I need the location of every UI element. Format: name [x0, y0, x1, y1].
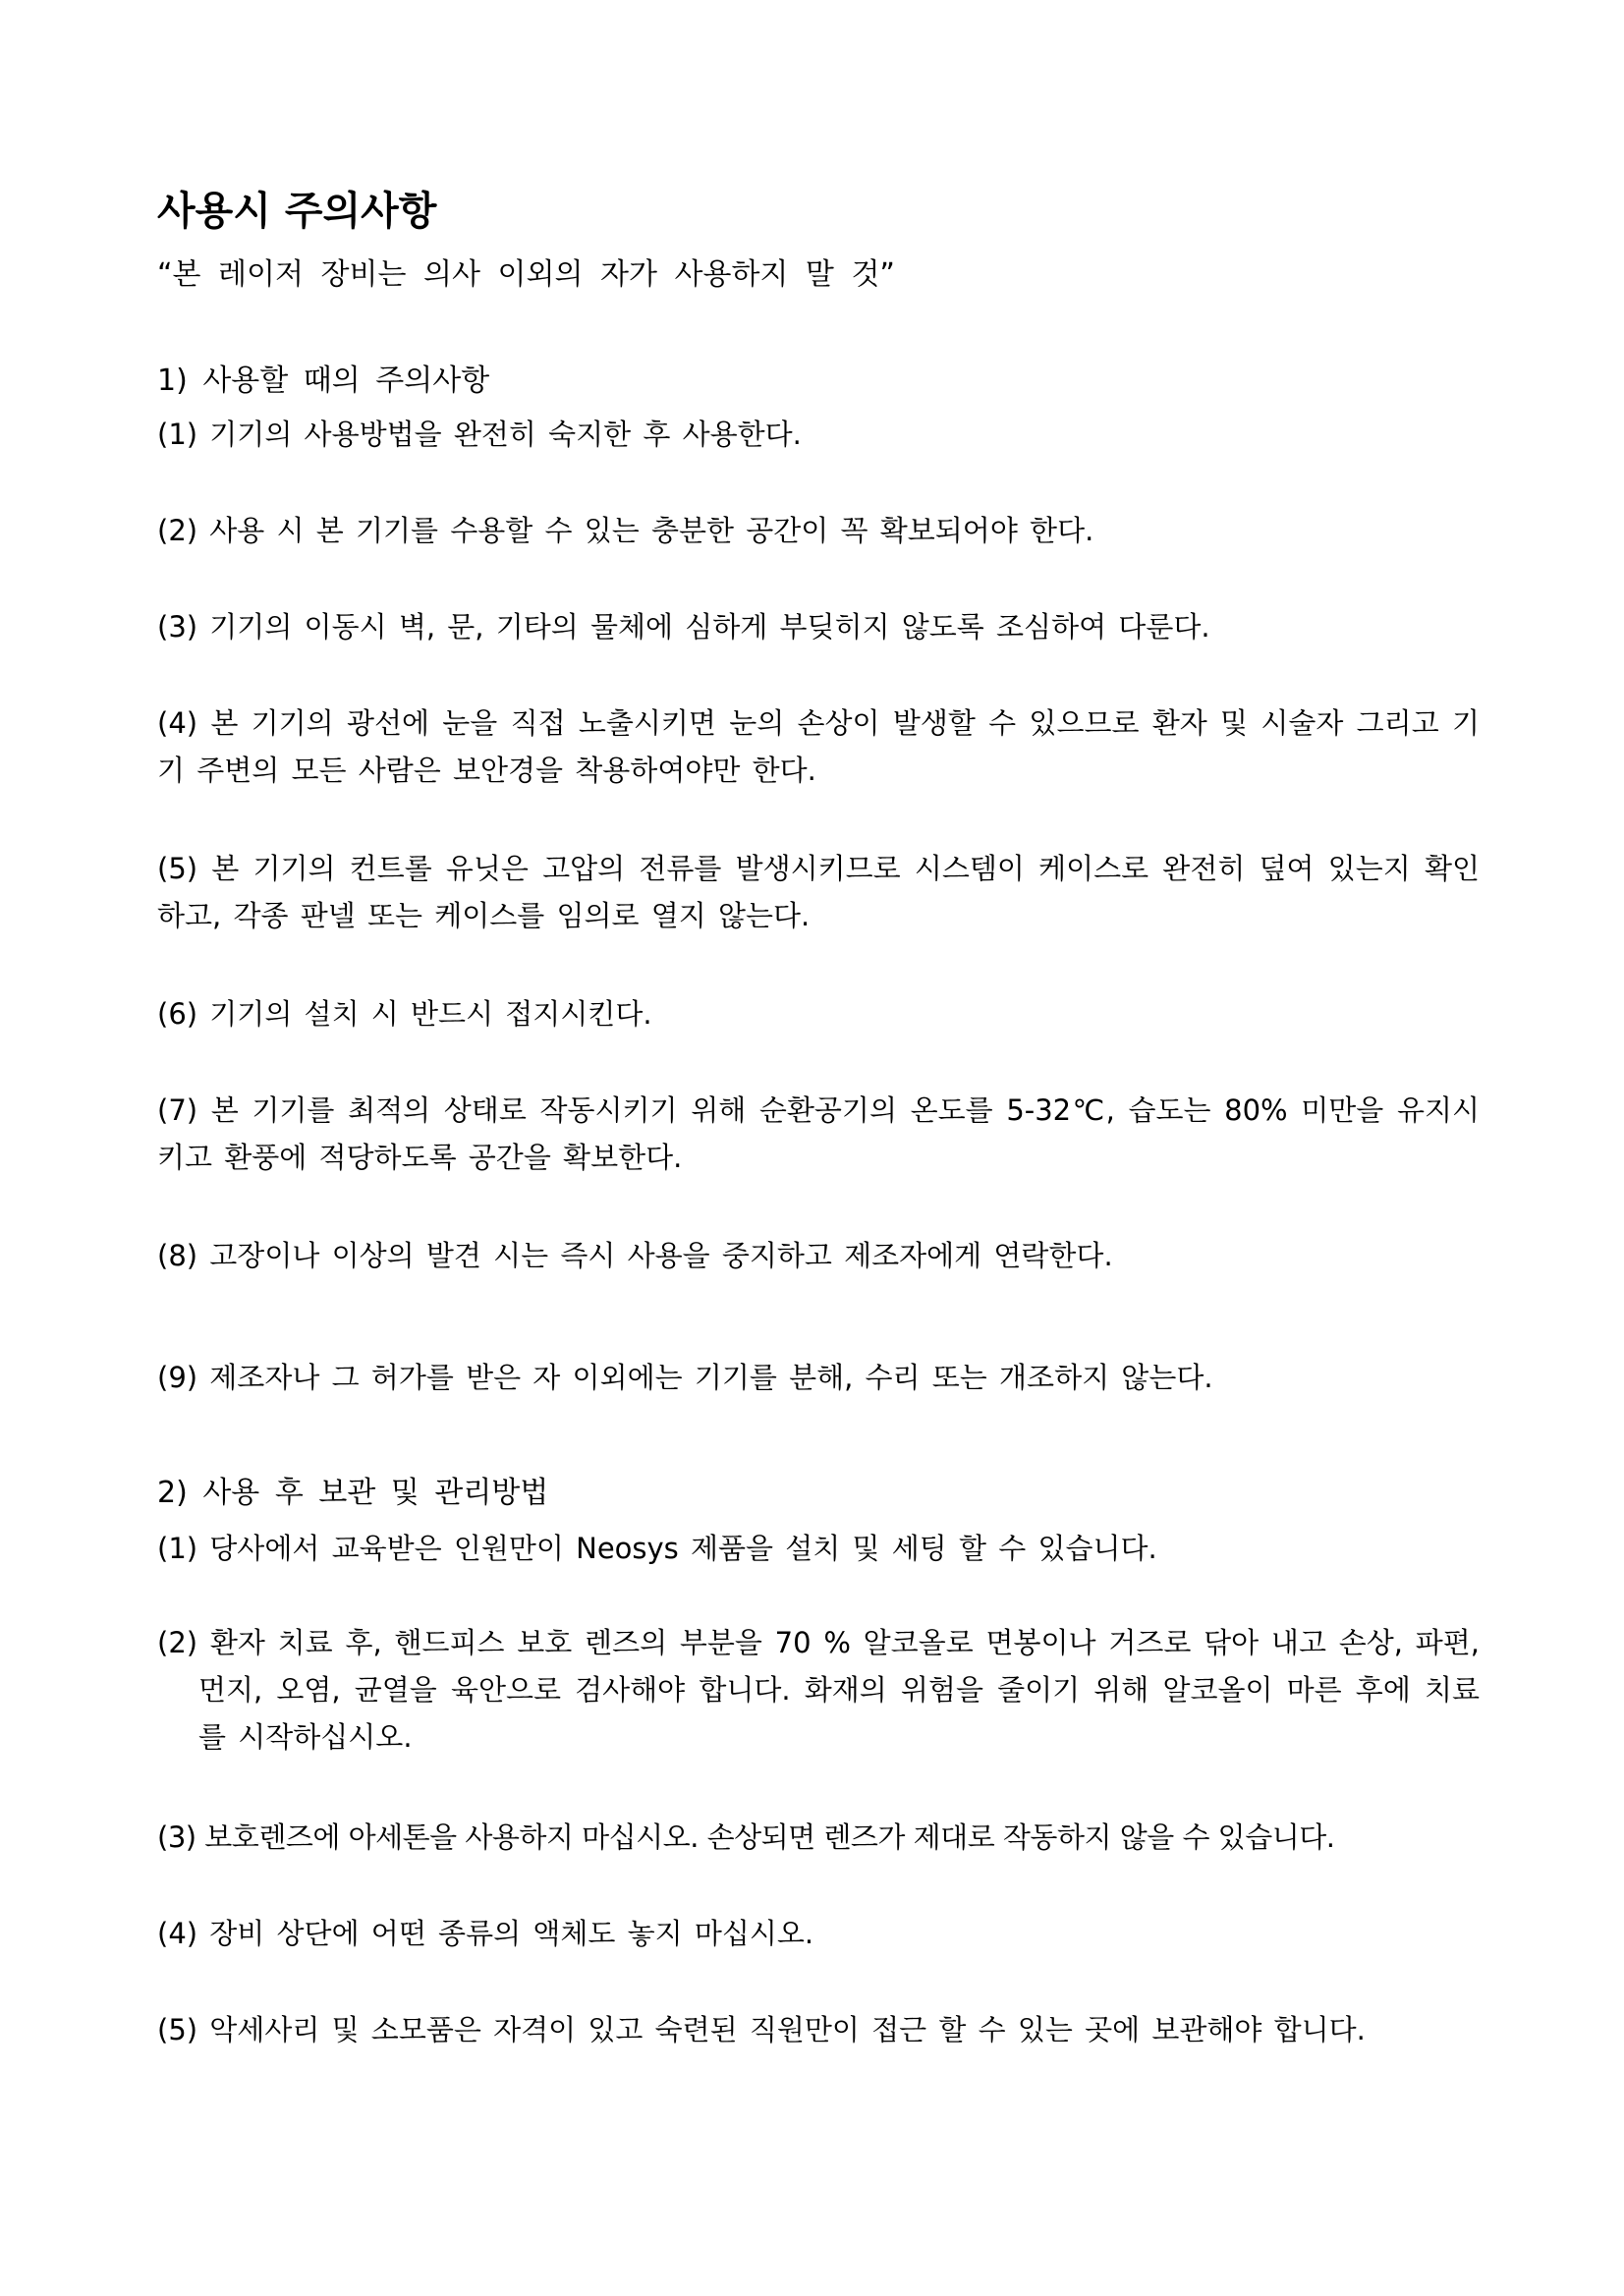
page-title: 사용시 주의사항: [157, 189, 437, 234]
list-item: (4) 장비 상단에 어떤 종류의 액체도 놓지 마십시오.: [157, 1917, 814, 1950]
section-heading-usage: 1) 사용할 때의 주의사항: [157, 364, 490, 398]
list-item: (2) 사용 시 본 기기를 수용할 수 있는 충분한 공간이 꼭 확보되어야 한다.: [157, 514, 1094, 547]
list-item: (5) 악세사리 및 소모품은 자격이 있고 숙련된 직원만이 접근 할 수 있는 곳에 보관해야 합니다.: [157, 2013, 1366, 2046]
list-item: (4) 본 기기의 광선에 눈을 직접 노출시키면 눈의 손상이 발생할 수 있으므로 환자 및 시술자 그리고 기기 주변의 모든 사람은 보안경을 착용하여야만 한다.: [157, 706, 1480, 787]
list-item: (1) 기기의 사용방법을 완전히 숙지한 후 사용한다.: [157, 418, 802, 451]
list-item: (1) 당사에서 교육받은 인원만이 Neosys 제품을 설치 및 세팅 할 수 있습니다.: [157, 1532, 1157, 1565]
list-item: (5) 본 기기의 컨트롤 유닛은 고압의 전류를 발생시키므로 시스템이 케이스로 완전히 덮여 있는지 확인하고, 각종 판넬 또는 케이스를 임의로 열지 않는다.: [157, 852, 1480, 932]
list-item: (9) 제조자나 그 허가를 받은 자 이외에는 기기를 분해, 수리 또는 개조하지 않는다.: [157, 1361, 1213, 1394]
section-heading-storage: 2) 사용 후 보관 및 관리방법: [157, 1476, 549, 1510]
list-item: (7) 본 기기를 최적의 상태로 작동시키기 위해 순환공기의 온도를 5-32℃, 습도는 80% 미만을 유지시키고 환풍에 적당하도록 공간을 확보한다.: [157, 1093, 1480, 1174]
list-item: (2) 환자 치료 후, 핸드피스 보호 렌즈의 부분을 70 % 알코올로 면봉이나 거즈로 닦아 내고 손상, 파편, 먼지, 오염, 균열을 육안으로 검사해야 합니다. 화재의 위험을 줄이기 위해 알코올이 마른 후에 치료를 시작하십시오.: [157, 1626, 1480, 1754]
list-item: (8) 고장이나 이상의 발견 시는 즉시 사용을 중지하고 제조자에게 연락한다.: [157, 1239, 1113, 1272]
list-item: (3) 기기의 이동시 벽, 문, 기타의 물체에 심하게 부딪히지 않도록 조심하여 다룬다.: [157, 610, 1210, 644]
warning-subtitle: “본 레이저 장비는 의사 이외의 자가 사용하지 말 것”: [157, 257, 895, 292]
document-page: [157, 0, 1480, 2296]
list-item: (6) 기기의 설치 시 반드시 접지시킨다.: [157, 997, 652, 1031]
list-item: (3) 보호렌즈에 아세톤을 사용하지 마십시오. 손상되면 렌즈가 제대로 작동하지 않을 수 있습니다.: [157, 1820, 1335, 1854]
